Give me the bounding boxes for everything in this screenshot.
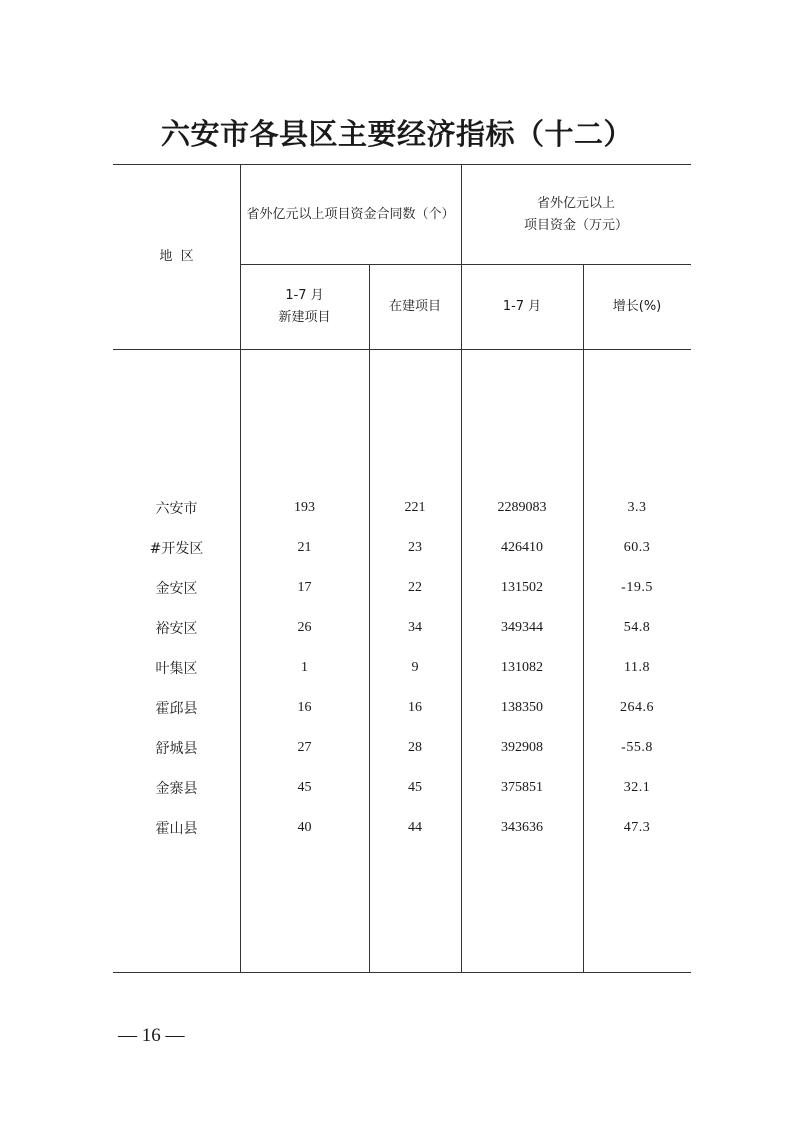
header-new-projects	[240, 265, 369, 349]
header-group-funds-line1: 省外亿元以上	[536, 195, 615, 211]
table-row	[0, 538, 794, 558]
table-row	[0, 658, 794, 678]
cell-in-construction: 23	[408, 540, 422, 555]
header-group-funds-line2: 项目资金（万元）	[523, 217, 628, 233]
cell-in-construction: 16	[408, 700, 422, 715]
page-number: — 16 —	[118, 1025, 185, 1046]
cell-new-projects: 17	[297, 580, 312, 595]
cell-region: 金安区	[155, 581, 198, 597]
cell-region: 裕安区	[155, 621, 198, 637]
cell-region: 六安市	[155, 501, 198, 517]
cell-growth: 11.8	[624, 660, 650, 675]
cell-funds: 2289083	[497, 500, 547, 515]
cell-new-projects: 16	[297, 700, 312, 715]
cell-region: 叶集区	[155, 661, 198, 677]
table-bottom-rule	[113, 972, 691, 973]
table-row	[0, 698, 794, 718]
cell-region: 霍山县	[155, 821, 198, 837]
cell-in-construction: 34	[408, 620, 422, 635]
cell-funds: 349344	[501, 620, 543, 635]
cell-growth: 60.3	[623, 540, 651, 555]
page-title: 六安市各县区主要经济指标（十二）	[160, 117, 633, 151]
cell-funds: 426410	[501, 540, 543, 555]
table-row	[0, 578, 794, 598]
cell-region: 金寨县	[155, 781, 198, 797]
cell-new-projects: 193	[294, 500, 315, 515]
cell-funds: 375851	[501, 780, 543, 795]
cell-in-construction: 45	[408, 780, 422, 795]
cell-new-projects: 1	[301, 660, 308, 675]
cell-new-projects: 45	[297, 780, 312, 795]
cell-funds: 131502	[501, 580, 543, 595]
header-bottom-rule	[113, 349, 691, 350]
cell-growth: -19.5	[621, 580, 653, 595]
cell-region: #开发区	[149, 541, 204, 557]
cell-new-projects: 26	[297, 620, 312, 635]
cell-funds: 131082	[501, 660, 543, 675]
cell-in-construction: 9	[411, 660, 419, 675]
cell-region: 霍邱县	[155, 701, 198, 717]
table-row	[0, 498, 794, 518]
cell-growth: 54.8	[623, 620, 651, 635]
header-funds-period: 1-7 月	[502, 299, 542, 314]
cell-growth: 47.3	[623, 820, 651, 835]
header-new-projects-line2: 新建项目	[278, 310, 331, 325]
cell-growth: -55.8	[621, 740, 653, 755]
table-row	[0, 778, 794, 798]
cell-new-projects: 21	[297, 540, 312, 555]
header-in-construction: 在建项目	[388, 299, 441, 314]
cell-funds: 138350	[501, 700, 543, 715]
cell-in-construction: 221	[404, 500, 426, 515]
cell-in-construction: 44	[408, 820, 422, 835]
cell-region: 舒城县	[155, 741, 198, 757]
header-growth: 增长(%)	[612, 299, 662, 314]
cell-in-construction: 22	[408, 580, 422, 595]
cell-new-projects: 27	[297, 740, 312, 755]
cell-funds: 392908	[501, 740, 543, 755]
cell-growth: 32.1	[623, 780, 651, 795]
cell-new-projects: 40	[297, 820, 312, 835]
cell-growth: 264.6	[620, 700, 654, 715]
header-group-funds	[461, 165, 691, 264]
cell-funds: 343636	[501, 820, 543, 835]
header-group-contracts: 省外亿元以上项目资金合同数（个）	[246, 206, 455, 222]
cell-in-construction: 28	[408, 740, 422, 755]
table-row	[0, 738, 794, 758]
table-row	[0, 618, 794, 638]
header-region: 地 区	[159, 249, 194, 264]
cell-growth: 3.3	[627, 500, 647, 515]
table-row	[0, 818, 794, 838]
header-new-projects-line1: 1-7 月	[285, 288, 324, 303]
